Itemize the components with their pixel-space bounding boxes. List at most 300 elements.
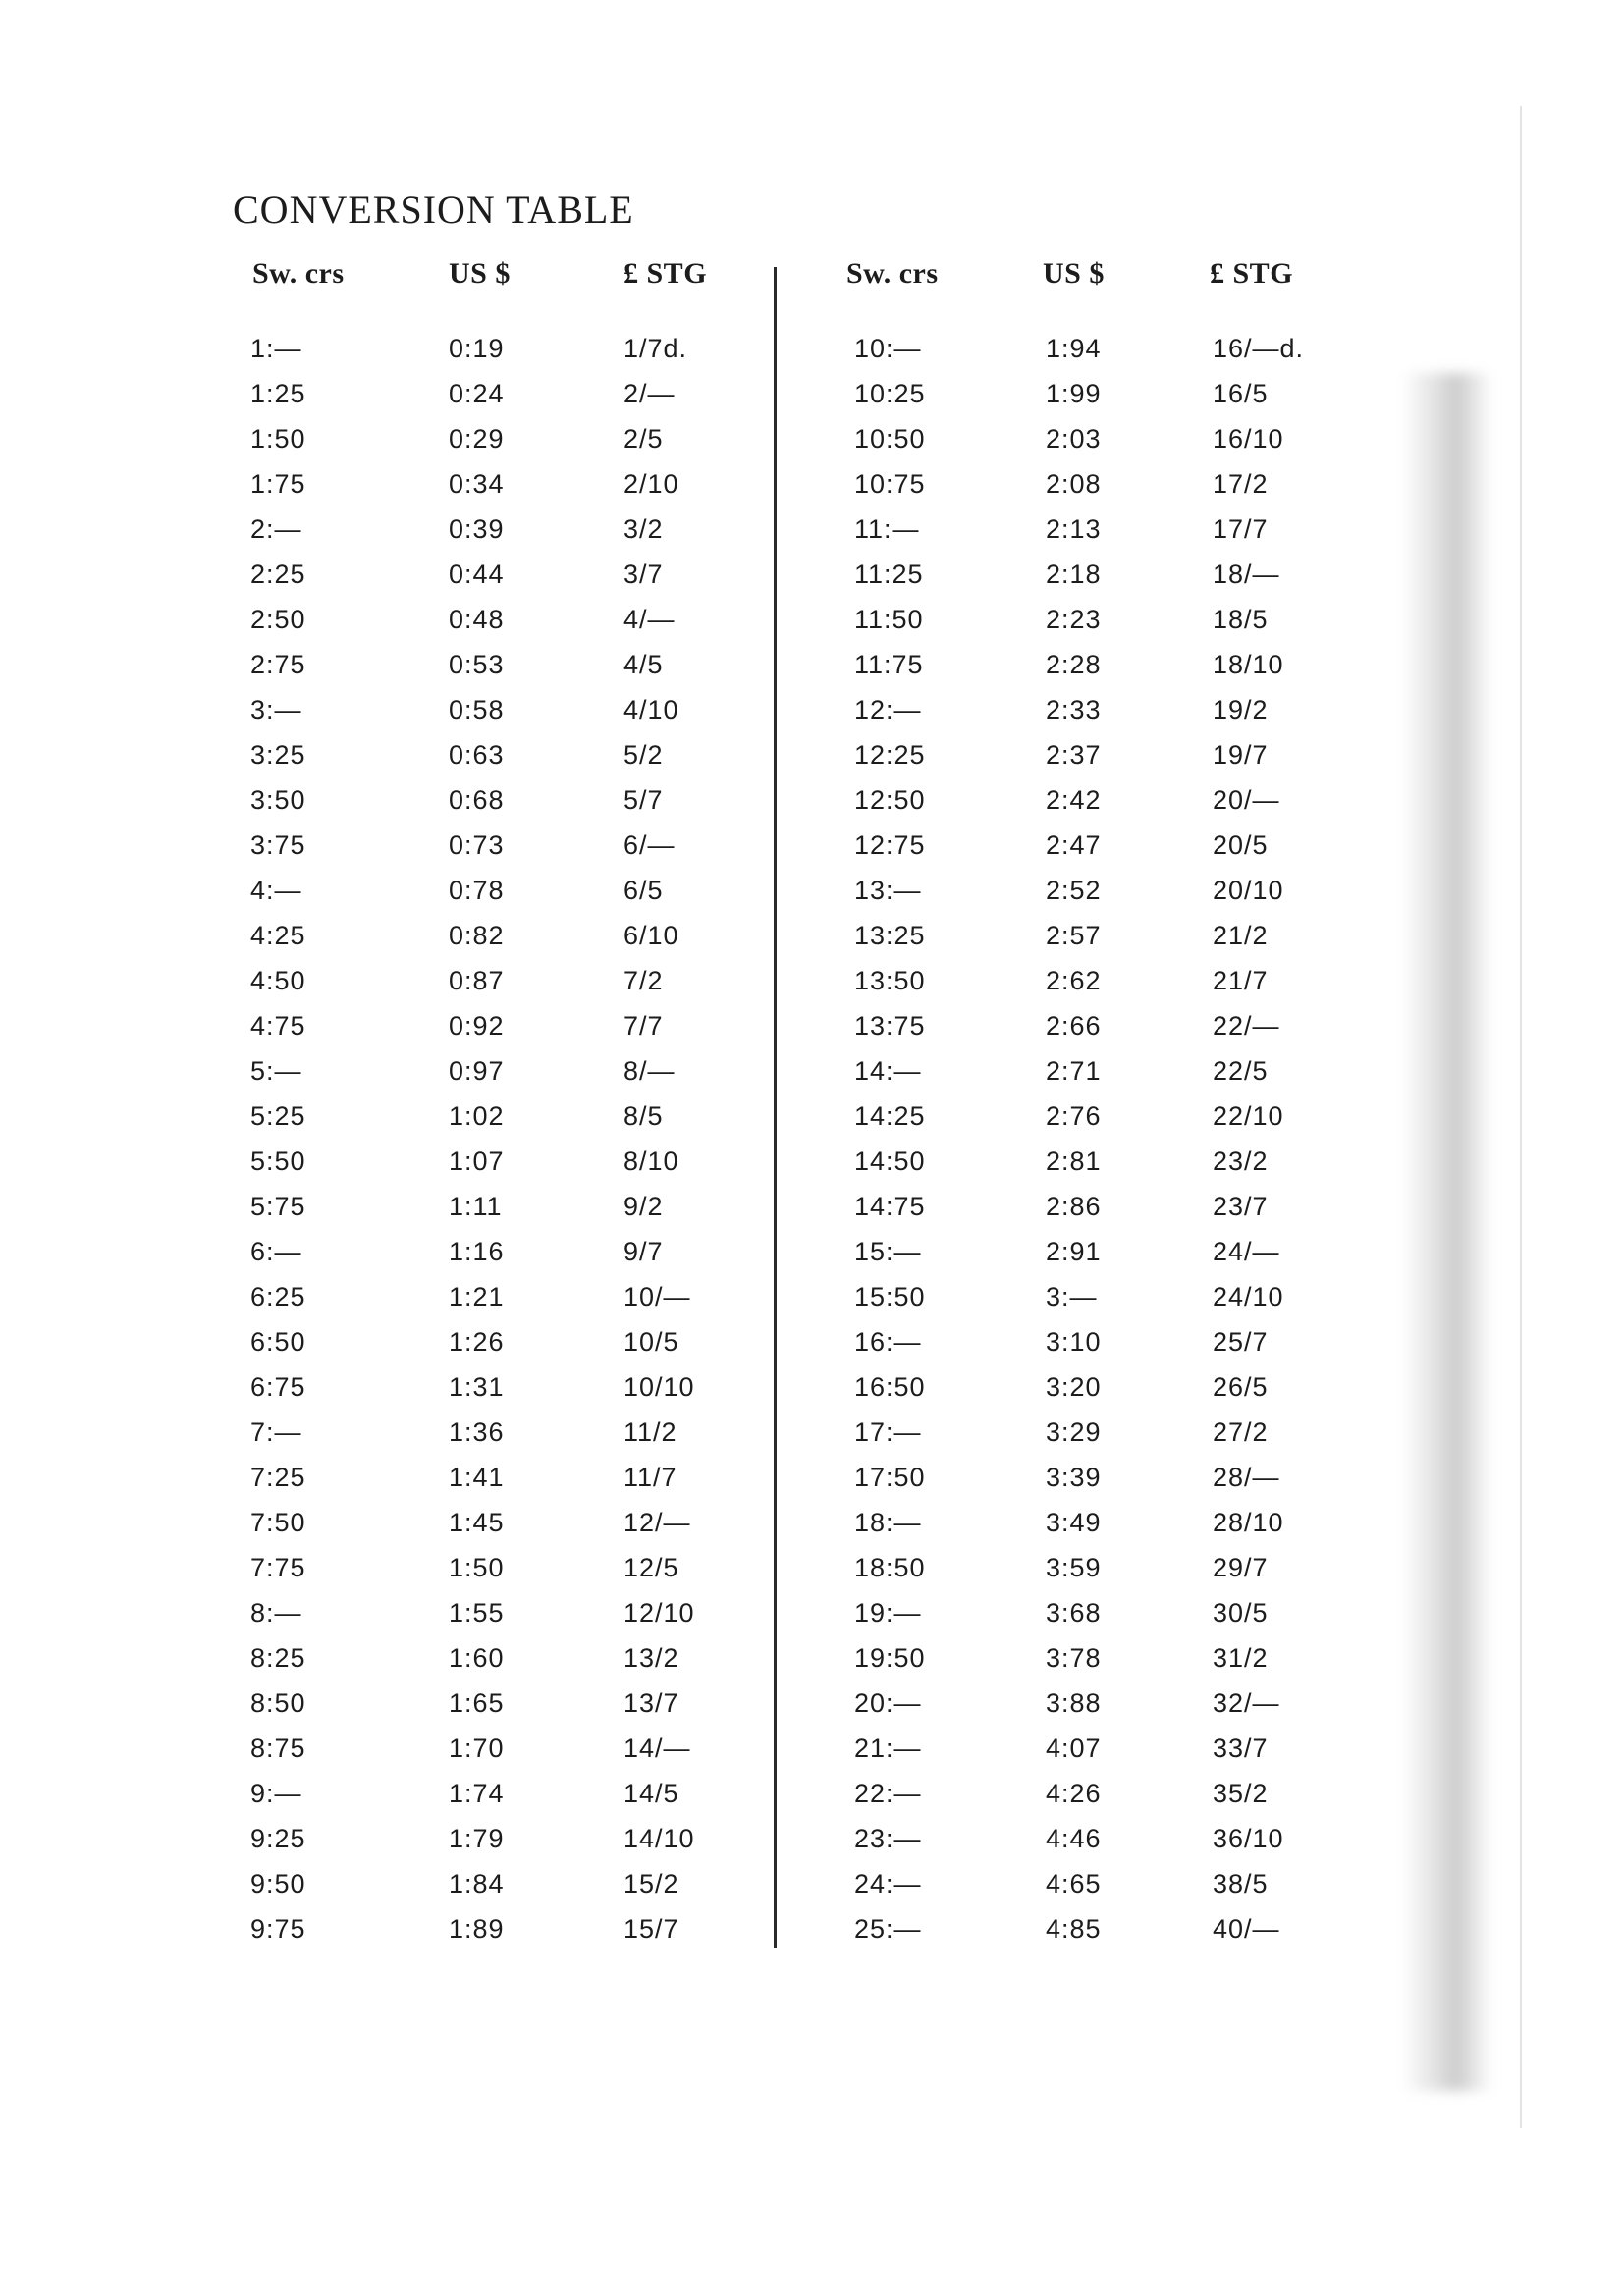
pounds-sterling-cell: 11/7 xyxy=(623,1463,677,1492)
pounds-sterling-cell: 18/10 xyxy=(1213,650,1284,679)
pounds-sterling-cell: 21/2 xyxy=(1213,921,1269,950)
table-row xyxy=(825,740,1355,785)
scan-shadow xyxy=(1402,373,1492,2091)
table-body xyxy=(233,334,763,1959)
us-dollars-cell: 0:34 xyxy=(449,469,505,499)
pounds-sterling-cell: 15/7 xyxy=(623,1914,679,1944)
table-row xyxy=(233,921,763,966)
us-dollars-cell: 0:19 xyxy=(449,334,505,363)
pounds-sterling-cell: 22/10 xyxy=(1213,1101,1284,1131)
swiss-francs-cell: 9:25 xyxy=(250,1824,306,1853)
table-row xyxy=(233,1327,763,1372)
swiss-francs-cell: 12:— xyxy=(854,695,922,724)
us-dollars-cell: 1:55 xyxy=(449,1598,505,1628)
table-row xyxy=(825,605,1355,650)
us-dollars-cell: 0:29 xyxy=(449,424,505,454)
table-header xyxy=(233,257,763,334)
swiss-francs-cell: 11:75 xyxy=(854,650,924,679)
us-dollars-cell: 0:44 xyxy=(449,560,505,589)
us-dollars-cell: 3:88 xyxy=(1046,1688,1102,1718)
pounds-sterling-cell: 6/5 xyxy=(623,876,664,905)
header-pounds-sterling: £ STG xyxy=(1210,257,1294,290)
table-body xyxy=(825,334,1355,1959)
table-row xyxy=(233,966,763,1011)
us-dollars-cell: 0:68 xyxy=(449,785,505,815)
us-dollars-cell: 3:59 xyxy=(1046,1553,1102,1582)
table-row xyxy=(825,379,1355,424)
pounds-sterling-cell: 38/5 xyxy=(1213,1869,1269,1898)
table-row xyxy=(233,1463,763,1508)
swiss-francs-cell: 6:— xyxy=(250,1237,302,1266)
table-row xyxy=(825,830,1355,876)
us-dollars-cell: 2:28 xyxy=(1046,650,1102,679)
us-dollars-cell: 0:39 xyxy=(449,514,505,544)
table-row xyxy=(233,1372,763,1417)
swiss-francs-cell: 6:25 xyxy=(250,1282,306,1311)
us-dollars-cell: 0:24 xyxy=(449,379,505,408)
us-dollars-cell: 0:58 xyxy=(449,695,505,724)
pounds-sterling-cell: 3/2 xyxy=(623,514,664,544)
table-row xyxy=(825,695,1355,740)
swiss-francs-cell: 13:75 xyxy=(854,1011,926,1041)
swiss-francs-cell: 15:— xyxy=(854,1237,922,1266)
table-row xyxy=(825,921,1355,966)
table-row xyxy=(233,785,763,830)
us-dollars-cell: 0:78 xyxy=(449,876,505,905)
pounds-sterling-cell: 8/10 xyxy=(623,1147,679,1176)
table-row xyxy=(825,785,1355,830)
swiss-francs-cell: 2:75 xyxy=(250,650,306,679)
swiss-francs-cell: 1:50 xyxy=(250,424,306,454)
table-row xyxy=(233,1643,763,1688)
us-dollars-cell: 2:71 xyxy=(1046,1056,1102,1086)
table-row xyxy=(233,1508,763,1553)
swiss-francs-cell: 11:— xyxy=(854,514,920,544)
us-dollars-cell: 1:31 xyxy=(449,1372,505,1402)
table-row xyxy=(825,1779,1355,1824)
table-row xyxy=(233,830,763,876)
swiss-francs-cell: 6:75 xyxy=(250,1372,306,1402)
pounds-sterling-cell: 30/5 xyxy=(1213,1598,1269,1628)
table-row xyxy=(825,1598,1355,1643)
us-dollars-cell: 1:50 xyxy=(449,1553,505,1582)
swiss-francs-cell: 13:25 xyxy=(854,921,926,950)
table-row xyxy=(825,1101,1355,1147)
pounds-sterling-cell: 25/7 xyxy=(1213,1327,1269,1357)
table-row xyxy=(233,1779,763,1824)
us-dollars-cell: 0:87 xyxy=(449,966,505,995)
table-row xyxy=(233,605,763,650)
table-row xyxy=(825,650,1355,695)
swiss-francs-cell: 24:— xyxy=(854,1869,922,1898)
table-row xyxy=(825,469,1355,514)
table-row xyxy=(825,560,1355,605)
pounds-sterling-cell: 31/2 xyxy=(1213,1643,1269,1673)
swiss-francs-cell: 2:— xyxy=(250,514,302,544)
pounds-sterling-cell: 7/2 xyxy=(623,966,664,995)
us-dollars-cell: 4:07 xyxy=(1046,1734,1102,1763)
us-dollars-cell: 2:37 xyxy=(1046,740,1102,770)
swiss-francs-cell: 19:50 xyxy=(854,1643,926,1673)
table-row xyxy=(825,1734,1355,1779)
pounds-sterling-cell: 13/7 xyxy=(623,1688,679,1718)
pounds-sterling-cell: 10/— xyxy=(623,1282,691,1311)
pounds-sterling-cell: 19/7 xyxy=(1213,740,1269,770)
pounds-sterling-cell: 18/— xyxy=(1213,560,1280,589)
us-dollars-cell: 3:78 xyxy=(1046,1643,1102,1673)
us-dollars-cell: 2:23 xyxy=(1046,605,1102,634)
swiss-francs-cell: 8:— xyxy=(250,1598,302,1628)
swiss-francs-cell: 5:50 xyxy=(250,1147,306,1176)
us-dollars-cell: 1:11 xyxy=(449,1192,503,1221)
us-dollars-cell: 0:63 xyxy=(449,740,505,770)
pounds-sterling-cell: 23/2 xyxy=(1213,1147,1269,1176)
swiss-francs-cell: 1:— xyxy=(250,334,302,363)
swiss-francs-cell: 12:50 xyxy=(854,785,926,815)
table-row xyxy=(233,514,763,560)
pounds-sterling-cell: 16/—d. xyxy=(1213,334,1305,363)
pounds-sterling-cell: 2/10 xyxy=(623,469,679,499)
pounds-sterling-cell: 20/— xyxy=(1213,785,1280,815)
us-dollars-cell: 2:08 xyxy=(1046,469,1102,499)
swiss-francs-cell: 17:50 xyxy=(854,1463,926,1492)
pounds-sterling-cell: 14/— xyxy=(623,1734,691,1763)
pounds-sterling-cell: 10/10 xyxy=(623,1372,695,1402)
pounds-sterling-cell: 5/7 xyxy=(623,785,664,815)
table-row xyxy=(233,1734,763,1779)
table-row xyxy=(825,1417,1355,1463)
swiss-francs-cell: 9:75 xyxy=(250,1914,306,1944)
us-dollars-cell: 0:73 xyxy=(449,830,505,860)
us-dollars-cell: 1:26 xyxy=(449,1327,505,1357)
swiss-francs-cell: 4:— xyxy=(250,876,302,905)
table-row xyxy=(233,424,763,469)
us-dollars-cell: 3:39 xyxy=(1046,1463,1102,1492)
pounds-sterling-cell: 4/10 xyxy=(623,695,679,724)
header-us-dollars: US $ xyxy=(1043,257,1105,290)
swiss-francs-cell: 13:50 xyxy=(854,966,926,995)
swiss-francs-cell: 7:75 xyxy=(250,1553,306,1582)
pounds-sterling-cell: 19/2 xyxy=(1213,695,1269,724)
swiss-francs-cell: 14:25 xyxy=(854,1101,926,1131)
swiss-francs-cell: 3:— xyxy=(250,695,302,724)
table-row xyxy=(825,1327,1355,1372)
column-divider xyxy=(774,267,777,1948)
table-row xyxy=(233,1417,763,1463)
pounds-sterling-cell: 2/5 xyxy=(623,424,664,454)
table-row xyxy=(825,514,1355,560)
swiss-francs-cell: 19:— xyxy=(854,1598,922,1628)
table-row xyxy=(825,424,1355,469)
pounds-sterling-cell: 8/— xyxy=(623,1056,676,1086)
pounds-sterling-cell: 16/10 xyxy=(1213,424,1284,454)
pounds-sterling-cell: 5/2 xyxy=(623,740,664,770)
us-dollars-cell: 4:85 xyxy=(1046,1914,1102,1944)
swiss-francs-cell: 1:25 xyxy=(250,379,306,408)
us-dollars-cell: 1:94 xyxy=(1046,334,1102,363)
table-row xyxy=(233,650,763,695)
swiss-francs-cell: 8:75 xyxy=(250,1734,306,1763)
swiss-francs-cell: 7:25 xyxy=(250,1463,306,1492)
us-dollars-cell: 2:13 xyxy=(1046,514,1102,544)
table-row xyxy=(233,1192,763,1237)
table-row xyxy=(825,1824,1355,1869)
us-dollars-cell: 0:48 xyxy=(449,605,505,634)
pounds-sterling-cell: 24/— xyxy=(1213,1237,1280,1266)
table-row xyxy=(233,1914,763,1959)
us-dollars-cell: 4:65 xyxy=(1046,1869,1102,1898)
swiss-francs-cell: 4:75 xyxy=(250,1011,306,1041)
table-row xyxy=(233,1147,763,1192)
us-dollars-cell: 1:45 xyxy=(449,1508,505,1537)
header-swiss-francs: Sw. crs xyxy=(846,257,939,290)
pounds-sterling-cell: 22/5 xyxy=(1213,1056,1269,1086)
header-us-dollars: US $ xyxy=(449,257,511,290)
swiss-francs-cell: 17:— xyxy=(854,1417,922,1447)
swiss-francs-cell: 18:50 xyxy=(854,1553,926,1582)
table-row xyxy=(233,1598,763,1643)
pounds-sterling-cell: 17/7 xyxy=(1213,514,1269,544)
header-pounds-sterling: £ STG xyxy=(623,257,708,290)
table-row xyxy=(825,1508,1355,1553)
us-dollars-cell: 2:57 xyxy=(1046,921,1102,950)
table-row xyxy=(233,695,763,740)
pounds-sterling-cell: 1/7d. xyxy=(623,334,688,363)
swiss-francs-cell: 13:— xyxy=(854,876,922,905)
pounds-sterling-cell: 22/— xyxy=(1213,1011,1280,1041)
pounds-sterling-cell: 12/5 xyxy=(623,1553,679,1582)
us-dollars-cell: 1:79 xyxy=(449,1824,505,1853)
swiss-francs-cell: 11:25 xyxy=(854,560,924,589)
swiss-francs-cell: 2:50 xyxy=(250,605,306,634)
swiss-francs-cell: 10:75 xyxy=(854,469,926,499)
swiss-francs-cell: 12:25 xyxy=(854,740,926,770)
table-row xyxy=(825,1688,1355,1734)
table-row xyxy=(825,1643,1355,1688)
table-row xyxy=(233,1011,763,1056)
swiss-francs-cell: 16:— xyxy=(854,1327,922,1357)
pounds-sterling-cell: 14/5 xyxy=(623,1779,679,1808)
pounds-sterling-cell: 24/10 xyxy=(1213,1282,1284,1311)
us-dollars-cell: 1:84 xyxy=(449,1869,505,1898)
us-dollars-cell: 1:02 xyxy=(449,1101,505,1131)
swiss-francs-cell: 14:75 xyxy=(854,1192,926,1221)
pounds-sterling-cell: 12/— xyxy=(623,1508,691,1537)
us-dollars-cell: 0:92 xyxy=(449,1011,505,1041)
pounds-sterling-cell: 20/5 xyxy=(1213,830,1269,860)
swiss-francs-cell: 16:50 xyxy=(854,1372,926,1402)
us-dollars-cell: 2:47 xyxy=(1046,830,1102,860)
us-dollars-cell: 2:81 xyxy=(1046,1147,1102,1176)
table-row xyxy=(233,1824,763,1869)
pounds-sterling-cell: 10/5 xyxy=(623,1327,679,1357)
us-dollars-cell: 1:74 xyxy=(449,1779,505,1808)
table-header xyxy=(825,257,1355,334)
pounds-sterling-cell: 27/2 xyxy=(1213,1417,1269,1447)
swiss-francs-cell: 1:75 xyxy=(250,469,306,499)
table-row xyxy=(825,1914,1355,1959)
swiss-francs-cell: 10:50 xyxy=(854,424,926,454)
table-row xyxy=(825,1869,1355,1914)
table-row xyxy=(825,1553,1355,1598)
us-dollars-cell: 2:91 xyxy=(1046,1237,1102,1266)
us-dollars-cell: 3:— xyxy=(1046,1282,1098,1311)
us-dollars-cell: 2:52 xyxy=(1046,876,1102,905)
table-row xyxy=(233,1282,763,1327)
pounds-sterling-cell: 9/7 xyxy=(623,1237,664,1266)
pounds-sterling-cell: 11/2 xyxy=(623,1417,677,1447)
table-row xyxy=(233,560,763,605)
us-dollars-cell: 1:65 xyxy=(449,1688,505,1718)
table-row xyxy=(825,334,1355,379)
table-row xyxy=(825,876,1355,921)
us-dollars-cell: 1:89 xyxy=(449,1914,505,1944)
pounds-sterling-cell: 4/— xyxy=(623,605,676,634)
us-dollars-cell: 2:33 xyxy=(1046,695,1102,724)
swiss-francs-cell: 15:50 xyxy=(854,1282,926,1311)
pounds-sterling-cell: 2/— xyxy=(623,379,676,408)
swiss-francs-cell: 3:75 xyxy=(250,830,306,860)
pounds-sterling-cell: 20/10 xyxy=(1213,876,1284,905)
pounds-sterling-cell: 17/2 xyxy=(1213,469,1269,499)
swiss-francs-cell: 5:— xyxy=(250,1056,302,1086)
pounds-sterling-cell: 9/2 xyxy=(623,1192,664,1221)
pounds-sterling-cell: 13/2 xyxy=(623,1643,679,1673)
us-dollars-cell: 1:36 xyxy=(449,1417,505,1447)
table-row xyxy=(825,966,1355,1011)
swiss-francs-cell: 20:— xyxy=(854,1688,922,1718)
pounds-sterling-cell: 3/7 xyxy=(623,560,664,589)
us-dollars-cell: 4:26 xyxy=(1046,1779,1102,1808)
swiss-francs-cell: 11:50 xyxy=(854,605,924,634)
pounds-sterling-cell: 4/5 xyxy=(623,650,664,679)
us-dollars-cell: 2:66 xyxy=(1046,1011,1102,1041)
table-row xyxy=(825,1192,1355,1237)
swiss-francs-cell: 5:75 xyxy=(250,1192,306,1221)
pounds-sterling-cell: 29/7 xyxy=(1213,1553,1269,1582)
us-dollars-cell: 1:07 xyxy=(449,1147,505,1176)
us-dollars-cell: 1:60 xyxy=(449,1643,505,1673)
swiss-francs-cell: 8:25 xyxy=(250,1643,306,1673)
swiss-francs-cell: 4:25 xyxy=(250,921,306,950)
pounds-sterling-cell: 21/7 xyxy=(1213,966,1269,995)
us-dollars-cell: 0:82 xyxy=(449,921,505,950)
page-title: CONVERSION TABLE xyxy=(233,187,634,232)
us-dollars-cell: 3:68 xyxy=(1046,1598,1102,1628)
us-dollars-cell: 3:10 xyxy=(1046,1327,1102,1357)
table-row xyxy=(233,379,763,424)
swiss-francs-cell: 2:25 xyxy=(250,560,306,589)
swiss-francs-cell: 12:75 xyxy=(854,830,926,860)
table-row xyxy=(233,876,763,921)
swiss-francs-cell: 3:25 xyxy=(250,740,306,770)
pounds-sterling-cell: 16/5 xyxy=(1213,379,1269,408)
table-row xyxy=(233,1869,763,1914)
table-row xyxy=(825,1147,1355,1192)
swiss-francs-cell: 10:— xyxy=(854,334,922,363)
pounds-sterling-cell: 40/— xyxy=(1213,1914,1280,1944)
table-row xyxy=(825,1463,1355,1508)
swiss-francs-cell: 8:50 xyxy=(250,1688,306,1718)
pounds-sterling-cell: 15/2 xyxy=(623,1869,679,1898)
page-edge xyxy=(1520,106,1522,2128)
us-dollars-cell: 2:18 xyxy=(1046,560,1102,589)
pounds-sterling-cell: 14/10 xyxy=(623,1824,695,1853)
pounds-sterling-cell: 33/7 xyxy=(1213,1734,1269,1763)
swiss-francs-cell: 7:— xyxy=(250,1417,302,1447)
pounds-sterling-cell: 26/5 xyxy=(1213,1372,1269,1402)
pounds-sterling-cell: 6/— xyxy=(623,830,676,860)
pounds-sterling-cell: 8/5 xyxy=(623,1101,664,1131)
swiss-francs-cell: 3:50 xyxy=(250,785,306,815)
pounds-sterling-cell: 28/10 xyxy=(1213,1508,1284,1537)
us-dollars-cell: 1:99 xyxy=(1046,379,1102,408)
swiss-francs-cell: 5:25 xyxy=(250,1101,306,1131)
swiss-francs-cell: 9:— xyxy=(250,1779,302,1808)
pounds-sterling-cell: 18/5 xyxy=(1213,605,1269,634)
pounds-sterling-cell: 32/— xyxy=(1213,1688,1280,1718)
table-row xyxy=(825,1282,1355,1327)
us-dollars-cell: 1:21 xyxy=(449,1282,505,1311)
table-row xyxy=(233,1056,763,1101)
swiss-francs-cell: 14:50 xyxy=(854,1147,926,1176)
swiss-francs-cell: 23:— xyxy=(854,1824,922,1853)
us-dollars-cell: 0:53 xyxy=(449,650,505,679)
swiss-francs-cell: 9:50 xyxy=(250,1869,306,1898)
table-row xyxy=(825,1372,1355,1417)
table-row xyxy=(233,469,763,514)
table-row xyxy=(233,1101,763,1147)
pounds-sterling-cell: 7/7 xyxy=(623,1011,664,1041)
table-left-half xyxy=(233,257,763,1959)
pounds-sterling-cell: 35/2 xyxy=(1213,1779,1269,1808)
swiss-francs-cell: 7:50 xyxy=(250,1508,306,1537)
table-row xyxy=(825,1237,1355,1282)
table-row xyxy=(233,334,763,379)
header-swiss-francs: Sw. crs xyxy=(252,257,345,290)
swiss-francs-cell: 22:— xyxy=(854,1779,922,1808)
us-dollars-cell: 4:46 xyxy=(1046,1824,1102,1853)
table-row xyxy=(825,1056,1355,1101)
swiss-francs-cell: 4:50 xyxy=(250,966,306,995)
swiss-francs-cell: 6:50 xyxy=(250,1327,306,1357)
us-dollars-cell: 3:20 xyxy=(1046,1372,1102,1402)
us-dollars-cell: 0:97 xyxy=(449,1056,505,1086)
pounds-sterling-cell: 23/7 xyxy=(1213,1192,1269,1221)
swiss-francs-cell: 18:— xyxy=(854,1508,922,1537)
swiss-francs-cell: 21:— xyxy=(854,1734,922,1763)
pounds-sterling-cell: 12/10 xyxy=(623,1598,695,1628)
us-dollars-cell: 3:49 xyxy=(1046,1508,1102,1537)
pounds-sterling-cell: 36/10 xyxy=(1213,1824,1284,1853)
us-dollars-cell: 3:29 xyxy=(1046,1417,1102,1447)
swiss-francs-cell: 14:— xyxy=(854,1056,922,1086)
table-row xyxy=(233,740,763,785)
pounds-sterling-cell: 6/10 xyxy=(623,921,679,950)
us-dollars-cell: 2:76 xyxy=(1046,1101,1102,1131)
us-dollars-cell: 2:42 xyxy=(1046,785,1102,815)
table-right-half xyxy=(825,257,1355,1959)
table-row xyxy=(233,1237,763,1282)
swiss-francs-cell: 10:25 xyxy=(854,379,926,408)
pounds-sterling-cell: 28/— xyxy=(1213,1463,1280,1492)
us-dollars-cell: 1:70 xyxy=(449,1734,505,1763)
swiss-francs-cell: 25:— xyxy=(854,1914,922,1944)
table-row xyxy=(233,1553,763,1598)
us-dollars-cell: 1:41 xyxy=(449,1463,505,1492)
table-row xyxy=(233,1688,763,1734)
us-dollars-cell: 2:86 xyxy=(1046,1192,1102,1221)
